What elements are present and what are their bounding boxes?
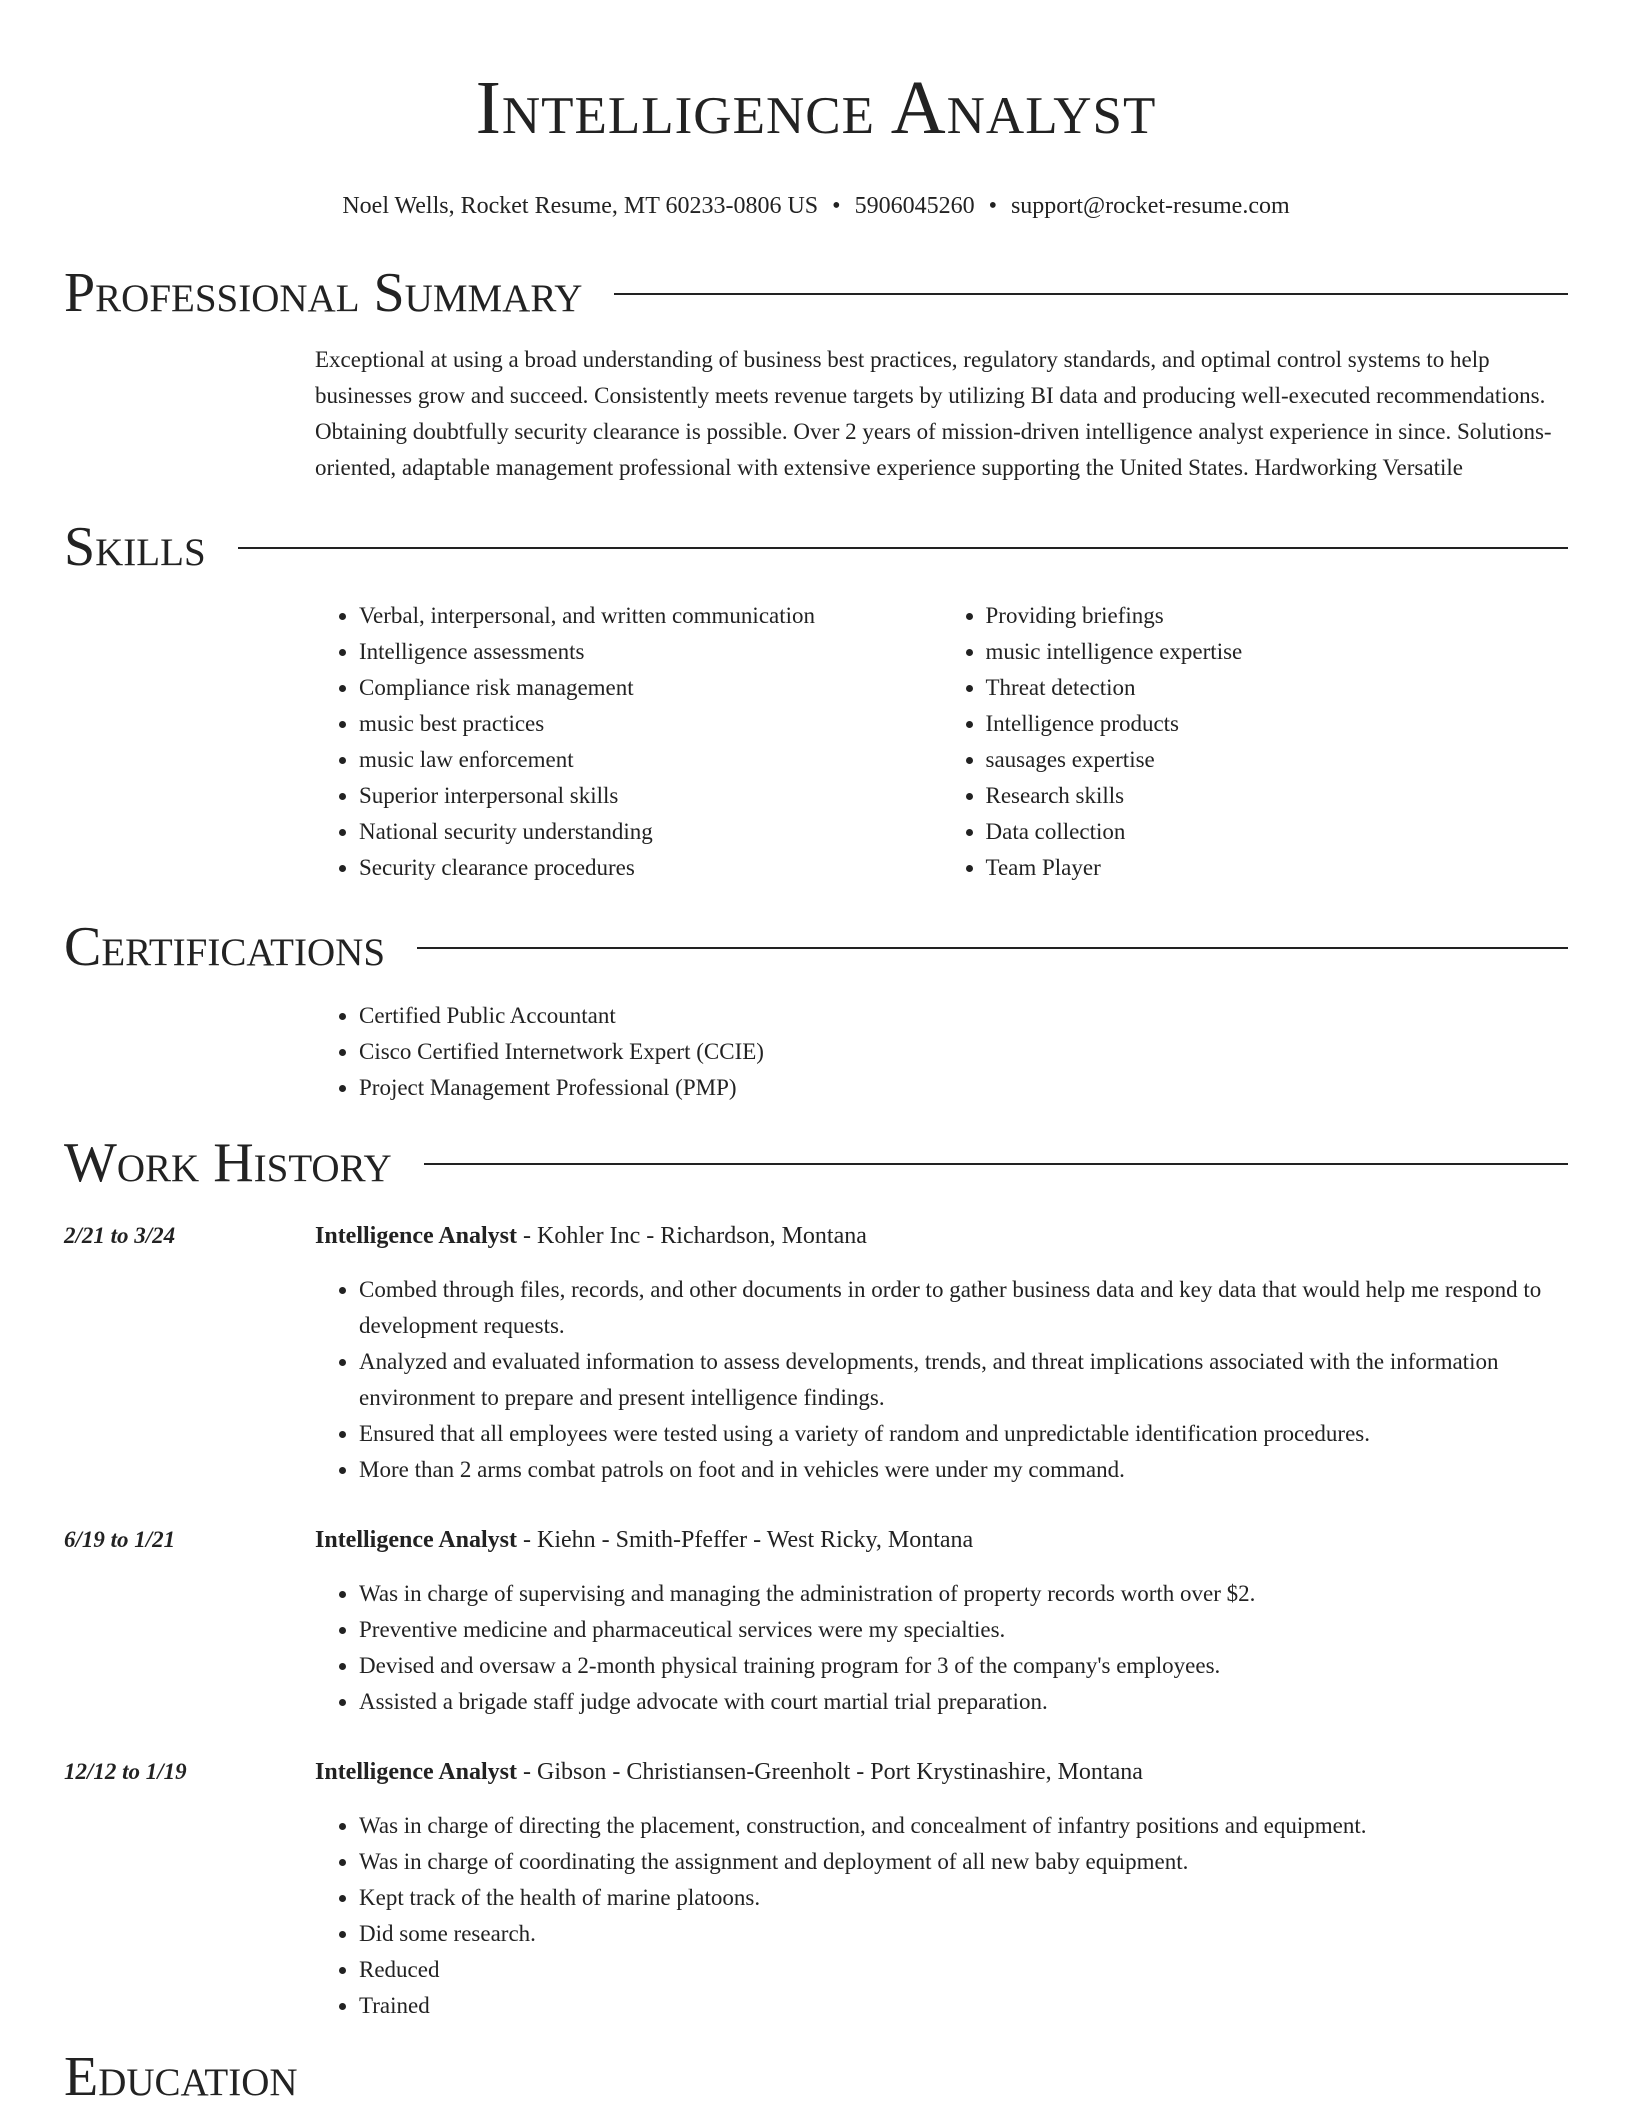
job-bullet: • Combed through files, records, and other documents in order to gather business data and key data that would help me respond to development requests. — [359, 1272, 1568, 1344]
certification-item: • Project Management Professional (PMP) — [359, 1070, 1568, 1106]
job-bullet: • More than 2 arms combat patrols on foot and in vehicles were under my command. — [359, 1452, 1568, 1488]
job-entry — [64, 1218, 1568, 1488]
contact-line — [64, 190, 1568, 222]
job-title: Intelligence Analyst — [315, 1527, 517, 1553]
skill-item: • music best practices — [359, 706, 942, 742]
section-divider — [238, 547, 1568, 549]
section-divider — [417, 947, 1568, 949]
section-header-summary — [64, 260, 1568, 326]
contact-phone: 5906045260 — [854, 193, 975, 219]
section-divider — [614, 293, 1568, 295]
job-heading — [315, 1218, 1568, 1254]
job-bullet: • Was in charge of coordinating the assignment and deployment of all new baby equipment. — [359, 1844, 1568, 1880]
skill-item: • music intelligence expertise — [986, 634, 1569, 670]
section-header-work-history — [64, 1130, 1568, 1196]
job-detail — [315, 1218, 1568, 1488]
skills-list-right — [942, 598, 1569, 886]
skill-item: • Threat detection — [986, 670, 1569, 706]
certifications-list — [315, 998, 1568, 1106]
skill-item: • Superior interpersonal skills — [359, 778, 942, 814]
skill-item: • Compliance risk management — [359, 670, 942, 706]
job-bullet: • Was in charge of directing the placement, construction, and concealment of infantry positions and equipment. — [359, 1808, 1568, 1844]
section-title-certifications: Certifications — [64, 916, 386, 978]
work-history-list — [64, 1218, 1568, 2024]
job-company: - Gibson - Christiansen-Greenholt - Port Krystinashire, Montana — [517, 1759, 1143, 1785]
job-bullet: • Ensured that all employees were tested using a variety of random and unpredictable identification procedures. — [359, 1416, 1568, 1452]
skill-item: • Data collection — [986, 814, 1569, 850]
resume-page — [64, 0, 1568, 2110]
skill-item: • sausages expertise — [986, 742, 1569, 778]
job-heading — [315, 1754, 1568, 1790]
job-dates: 2/21 to 3/24 — [64, 1223, 176, 1248]
job-bullet: • Assisted a brigade staff judge advocate with court martial trial preparation. — [359, 1684, 1568, 1720]
certifications-block — [315, 998, 1568, 1106]
skill-item: • Intelligence assessments — [359, 634, 942, 670]
job-bullet: • Analyzed and evaluated information to assess developments, trends, and threat implications associated with the information environment to prepare and present intelligence findings. — [359, 1344, 1568, 1416]
job-title: Intelligence Analyst — [315, 1223, 517, 1249]
section-title-work-history: Work History — [64, 1132, 392, 1194]
job-entry — [64, 1522, 1568, 1720]
skill-item: • Intelligence products — [986, 706, 1569, 742]
certification-item: • Certified Public Accountant — [359, 998, 1568, 1034]
job-title: Intelligence Analyst — [315, 1759, 517, 1785]
page-title: Intelligence Analyst — [475, 66, 1157, 150]
certification-item: • Cisco Certified Internetwork Expert (CCIE) — [359, 1034, 1568, 1070]
job-dates: 12/12 to 1/19 — [64, 1759, 187, 1784]
section-title-summary: Professional Summary — [64, 262, 583, 324]
job-bullet: • Reduced — [359, 1952, 1568, 1988]
job-heading — [315, 1522, 1568, 1558]
job-bullet: • Preventive medicine and pharmaceutical services were my specialties. — [359, 1612, 1568, 1648]
section-divider — [424, 1163, 1568, 1165]
skill-item: • music law enforcement — [359, 742, 942, 778]
job-bullets — [315, 1576, 1568, 1720]
job-bullet: • Devised and oversaw a 2-month physical training program for 3 of the company's employees. — [359, 1648, 1568, 1684]
job-bullets — [315, 1808, 1568, 2024]
summary-text: Exceptional at using a broad understanding of business best practices, regulatory standards, and optimal control systems to help businesses grow and succeed. Consistently meets revenue targets by utilizing BI data and producing well-executed recommendations. Obtaining doubtfully security clearance is possible. Over 2 years of mission-driven intelligence analyst experience in since. Solutions-oriented, adaptable management professional with extensive experience supporting the United States. Hardworking Versatile — [315, 347, 1552, 480]
contact-separator: • — [832, 193, 841, 219]
section-title-skills: Skills — [64, 516, 206, 578]
job-detail — [315, 1754, 1568, 2024]
skill-item: • Research skills — [986, 778, 1569, 814]
skill-item: • National security understanding — [359, 814, 942, 850]
job-company: - Kiehn - Smith-Pfeffer - West Ricky, Montana — [517, 1527, 974, 1553]
skill-item: • Providing briefings — [986, 598, 1569, 634]
job-entry — [64, 1754, 1568, 2024]
skills-list-left — [315, 598, 942, 886]
contact-address: Noel Wells, Rocket Resume, MT 60233-0806 US — [342, 193, 819, 219]
job-company: - Kohler Inc - Richardson, Montana — [517, 1223, 867, 1249]
skills-columns — [315, 598, 1568, 886]
job-bullet: • Kept track of the health of marine platoons. — [359, 1880, 1568, 1916]
section-header-certifications — [64, 914, 1568, 980]
job-bullet: • Trained — [359, 1988, 1568, 2024]
section-header-education — [64, 2044, 1568, 2110]
job-bullet: • Was in charge of supervising and managing the administration of property records worth over $2. — [359, 1576, 1568, 1612]
job-bullet: • Did some research. — [359, 1916, 1568, 1952]
skill-item: • Verbal, interpersonal, and written communication — [359, 598, 942, 634]
job-detail — [315, 1522, 1568, 1720]
skill-item: • Security clearance procedures — [359, 850, 942, 886]
job-dates: 6/19 to 1/21 — [64, 1527, 176, 1552]
contact-email: support@rocket-resume.com — [1010, 193, 1290, 219]
section-title-education: Education — [64, 2046, 298, 2108]
job-bullets — [315, 1272, 1568, 1488]
contact-separator: • — [988, 193, 997, 219]
skill-item: • Team Player — [986, 850, 1569, 886]
section-header-skills — [64, 514, 1568, 580]
